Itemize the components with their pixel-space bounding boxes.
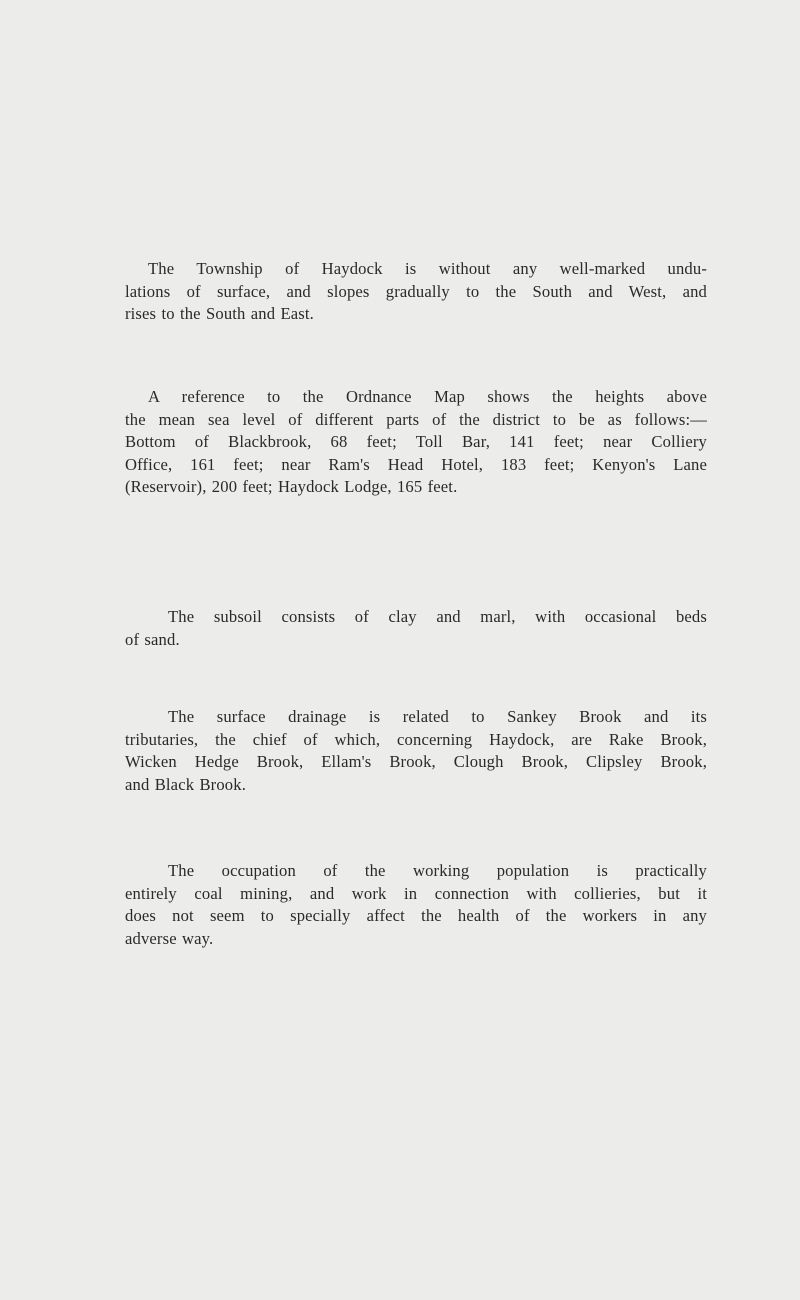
paragraph-line: The occupation of the working population is practically <box>168 861 707 880</box>
paragraph-line: does not seem to specially affect the health of the workers in any <box>125 906 707 925</box>
paragraph-heights <box>125 386 707 499</box>
paragraph-line: adverse way. <box>125 928 214 948</box>
paragraph-line: Wicken Hedge Brook, Ellam's Brook, Clough Brook, Clipsley Brook, <box>125 752 707 771</box>
paragraph-line: tributaries, the chief of which, concerning Haydock, are Rake Brook, <box>125 729 707 749</box>
paragraph-line: entirely coal mining, and work in connection with collieries, but it <box>125 883 707 903</box>
paragraph-line: lations of surface, and slopes gradually to the South and West, and <box>125 281 707 301</box>
paragraph-line: the mean sea level of different parts of the district to be as follows:— <box>125 409 707 429</box>
paragraph-line: and Black Brook. <box>125 774 246 794</box>
paragraph-line: Office, 161 feet; near Ram's Head Hotel, 183 feet; Kenyon's Lane <box>125 454 707 474</box>
paragraph-subsoil <box>125 606 707 651</box>
paragraph-line: of sand. <box>125 629 180 649</box>
paragraph-line: The Township of Haydock is without any well-marked undu- <box>148 259 707 278</box>
paragraph-occupation <box>125 860 707 950</box>
paragraph-line: (Reservoir), 200 feet; Haydock Lodge, 165 feet. <box>125 477 458 496</box>
paragraph-line: Bottom of Blackbrook, 68 feet; Toll Bar, 141 feet; near Colliery <box>125 432 707 451</box>
paragraph-drainage <box>125 706 707 796</box>
paragraph-line: rises to the South and East. <box>125 304 314 323</box>
paragraph-line: A reference to the Ordnance Map shows the heights above <box>148 387 707 406</box>
paragraph-line: The subsoil consists of clay and marl, with occasional beds <box>168 607 707 626</box>
paragraph-topography <box>125 258 707 326</box>
paragraph-line: The surface drainage is related to Sankey Brook and its <box>168 707 707 726</box>
